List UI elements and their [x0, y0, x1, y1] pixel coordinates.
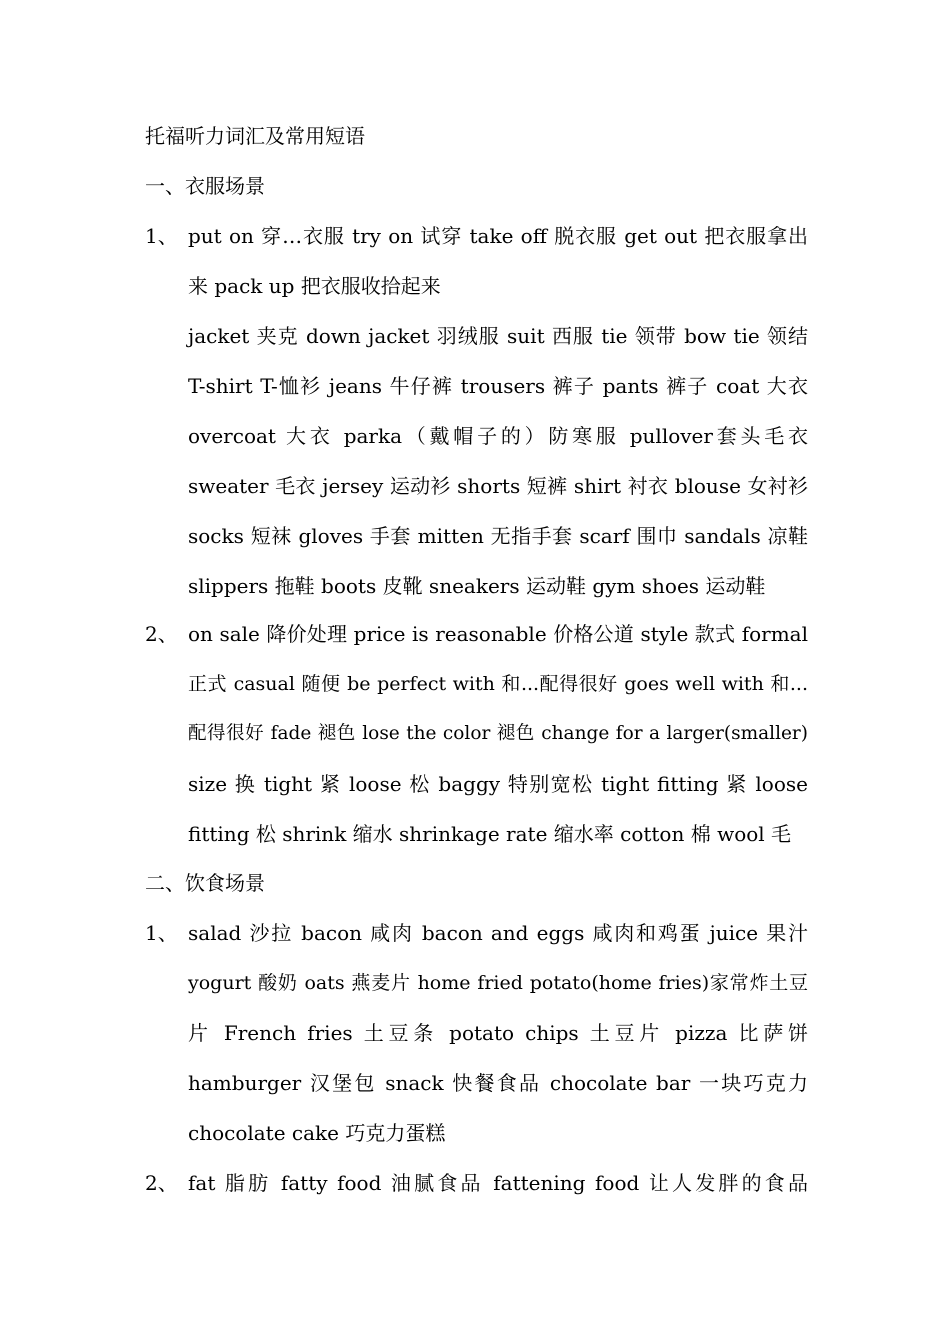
text-line: salad 沙拉 bacon 咸肉 bacon and eggs 咸肉和鸡蛋 juice 果汁	[188, 921, 808, 945]
section-heading-food: 二、饮食场景	[145, 871, 265, 895]
list-item-text	[188, 609, 808, 859]
text-line: yogurt 酸奶 oats 燕麦片 home fried potato(home fries)家常炸土豆	[188, 972, 808, 994]
text-line: fat 脂肪 fatty food 油腻食品 fattening food 让人发胖的食品	[188, 1171, 808, 1195]
text-line: jacket 夹克 down jacket 羽绒服 suit 西服 tie 领带 bow tie 领结	[188, 324, 808, 348]
text-line: T-shirt T-恤衫 jeans 牛仔裤 trousers 裤子 pants 裤子 coat 大衣	[188, 374, 808, 398]
text-line: on sale 降价处理 price is reasonable 价格公道 style 款式 formal	[188, 622, 808, 646]
list-item-text	[188, 211, 808, 611]
text-line: fitting 松 shrink 缩水 shrinkage rate 缩水率 cotton 棉 wool 毛	[188, 822, 792, 846]
text-line: 片 French fries 土豆条 potato chips 土豆片 pizza 比萨饼	[188, 1021, 808, 1045]
text-line: chocolate cake 巧克力蛋糕	[188, 1121, 446, 1145]
text-line: 配得很好 fade 褪色 lose the color 褪色 change for a larger(smaller)	[188, 723, 808, 744]
text-line: hamburger 汉堡包 snack 快餐食品 chocolate bar 一块巧克力	[188, 1071, 808, 1095]
text-line: overcoat 大衣 parka（戴帽子的）防寒服 pullover套头毛衣	[188, 424, 808, 448]
text-line: size 换 tight 紧 loose 松 baggy 特别宽松 tight fitting 紧 loose	[188, 772, 808, 796]
text-line: 正式 casual 随便 be perfect with 和...配得很好 goes well with 和...	[188, 673, 808, 695]
list-item-number: 2、	[145, 622, 178, 646]
document-title: 托福听力词汇及常用短语	[145, 124, 365, 148]
text-line: sweater 毛衣 jersey 运动衫 shorts 短裤 shirt 衬衣 blouse 女衬衫	[188, 474, 808, 498]
text-line: put on 穿…衣服 try on 试穿 take off 脱衣服 get out 把衣服拿出	[188, 224, 808, 248]
text-line: socks 短袜 gloves 手套 mitten 无指手套 scarf 围巾 sandals 凉鞋	[188, 524, 808, 548]
list-item-text	[188, 908, 808, 1158]
section-heading-clothing: 一、衣服场景	[145, 174, 265, 198]
list-item-text	[188, 1158, 808, 1208]
list-item-number: 1、	[145, 224, 178, 248]
list-item-number: 2、	[145, 1171, 178, 1195]
list-item-number: 1、	[145, 921, 178, 945]
text-line: slippers 拖鞋 boots 皮靴 sneakers 运动鞋 gym shoes 运动鞋	[188, 574, 766, 598]
text-line: 来 pack up 把衣服收拾起来	[188, 274, 441, 298]
